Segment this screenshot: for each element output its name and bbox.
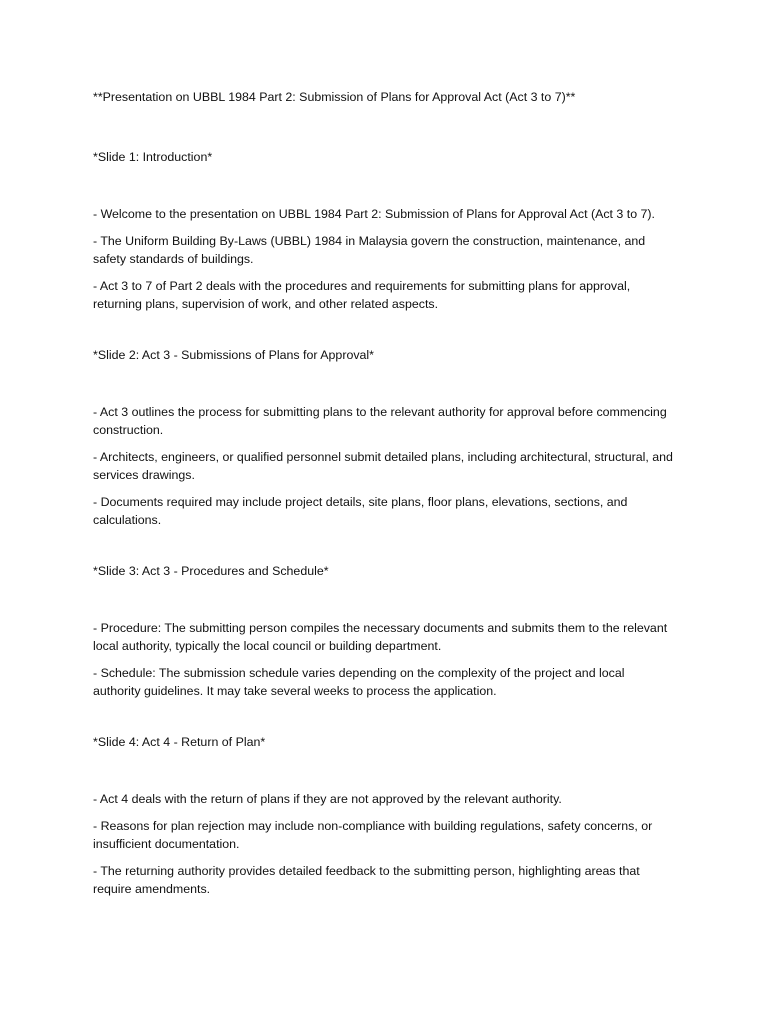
slide-heading: *Slide 2: Act 3 - Submissions of Plans for Approval* <box>93 348 374 362</box>
slide-point: - The returning authority provides detailed feedback to the submitting person, highlighting areas that require amendments. <box>93 864 640 896</box>
slide-point: - Schedule: The submission schedule varies depending on the complexity of the project and local authority guidelines. It may take several weeks to process the application. <box>93 666 625 698</box>
slide-section-3 <box>93 562 673 700</box>
slide-point: - Act 4 deals with the return of plans if they are not approved by the relevant authority. <box>93 792 562 806</box>
section-spacer <box>93 322 673 346</box>
slide-section-2 <box>93 346 673 529</box>
slide-heading: *Slide 4: Act 4 - Return of Plan* <box>93 735 266 749</box>
slide-point: - Act 3 to 7 of Part 2 deals with the procedures and requirements for submitting plans for approval, returning plans, supervision of work, and other related aspects. <box>93 279 631 311</box>
slide-point: - Act 3 outlines the process for submitting plans to the relevant authority for approval before commencing construction. <box>93 405 667 437</box>
slide-heading: *Slide 3: Act 3 - Procedures and Schedule* <box>93 564 329 578</box>
slide-section-1 <box>93 148 673 313</box>
document-page <box>93 88 673 907</box>
slide-point: - The Uniform Building By-Laws (UBBL) 1984 in Malaysia govern the construction, maintenance, and safety standards of buildings. <box>93 234 646 266</box>
slide-point: - Architects, engineers, or qualified personnel submit detailed plans, including architectural, structural, and services drawings. <box>93 450 673 482</box>
section-spacer <box>93 709 673 733</box>
slide-point: - Documents required may include project details, site plans, floor plans, elevations, sections, and calculations. <box>93 495 628 527</box>
section-spacer <box>93 538 673 562</box>
slide-point: - Welcome to the presentation on UBBL 1984 Part 2: Submission of Plans for Approval Act (Act 3 to 7). <box>93 207 655 221</box>
slide-point: - Reasons for plan rejection may include non-compliance with building regulations, safety concerns, or insufficient documentation. <box>93 819 653 851</box>
slide-section-4 <box>93 733 673 898</box>
document-title: **Presentation on UBBL 1984 Part 2: Submission of Plans for Approval Act (Act 3 to 7)** <box>93 90 576 104</box>
slide-heading: *Slide 1: Introduction* <box>93 150 213 164</box>
slide-point: - Procedure: The submitting person compiles the necessary documents and submits them to the relevant local authority, typically the local council or building department. <box>93 621 668 653</box>
